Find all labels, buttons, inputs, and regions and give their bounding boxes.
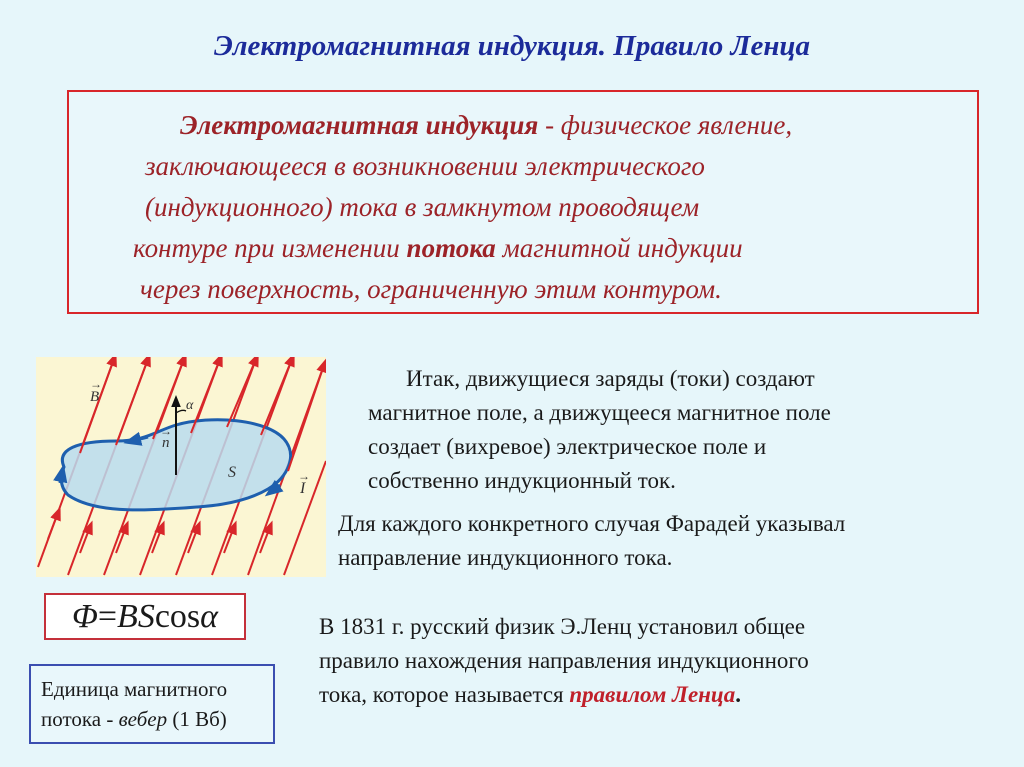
definition-line-2: заключающееся в возникновении электрического (145, 151, 705, 181)
lenz-line: В 1831 г. русский физик Э.Ленц установил общее (319, 614, 806, 639)
label-I: I (300, 480, 306, 497)
faraday-line: Для каждого конкретного случая Фарадей указывал (338, 511, 846, 536)
unit-text: (1 Вб) (167, 707, 227, 731)
page-title: Электромагнитная индукция. Правило Ленца (213, 30, 811, 62)
flux-diagram (36, 357, 326, 577)
svg-text:→: → (160, 424, 172, 438)
angle-arc (176, 410, 186, 413)
field-line (227, 359, 256, 427)
definition-text: контуре при изменении (133, 233, 407, 263)
lenz-text: тока, которое называется (319, 682, 570, 707)
lenz-text: . (735, 682, 741, 707)
unit-line: Единица магнитного (41, 677, 228, 701)
field-line (288, 365, 324, 471)
unit-weber: вебер (118, 707, 168, 731)
definition-line-1 (180, 110, 792, 141)
formula-alpha: α (200, 597, 219, 635)
flux-formula (44, 593, 246, 640)
faraday-paragraph (338, 507, 845, 575)
unit-line (41, 704, 273, 734)
label-S: S (228, 464, 236, 481)
lenz-rule-highlight: правилом Ленца (569, 682, 736, 707)
field-line (116, 359, 148, 445)
formula-bs: BS (117, 597, 155, 635)
field-line (48, 513, 58, 539)
explanation-line: магнитное поле, а движущееся магнитное поле (368, 400, 831, 425)
unit-text: потока - (41, 707, 119, 731)
lenz-line: правило нахождения направления индукционного (319, 648, 809, 673)
faraday-line: направление индукционного тока. (338, 545, 673, 570)
definition-line-4 (133, 233, 743, 264)
definition-term: Электромагнитная индукция (180, 110, 539, 140)
svg-text:→: → (90, 377, 102, 391)
label-alpha: α (186, 398, 194, 413)
definition-line-5: через поверхность, ограниченную этим контуром. (140, 274, 722, 304)
unit-box (29, 664, 275, 744)
label-B: B (90, 389, 100, 405)
explanation-line: Итак, движущиеся заряды (токи) создают (406, 366, 815, 391)
explanation-line: создает (вихревое) электрическое поле и (368, 434, 767, 459)
svg-text:→: → (298, 469, 310, 483)
definition-box (67, 90, 979, 314)
lenz-paragraph (319, 610, 809, 712)
explanation-paragraph (368, 362, 831, 498)
formula-phi: Φ (71, 597, 98, 635)
formula-equals: = (97, 597, 118, 635)
definition-text: магнитной индукции (495, 233, 743, 263)
field-line (80, 359, 114, 453)
definition-text: - физическое явление, (538, 110, 793, 140)
flux-diagram-svg (36, 357, 326, 577)
label-n: n (162, 435, 170, 451)
formula-cos: cos (154, 597, 201, 635)
explanation-line: собственно индукционный ток. (368, 468, 676, 493)
definition-line-3: (индукционного) тока в замкнутом проводящем (145, 192, 700, 222)
current-arrow (60, 473, 62, 483)
field-line (261, 359, 292, 435)
definition-highlight: потока (406, 233, 496, 263)
lenz-line (319, 678, 809, 712)
